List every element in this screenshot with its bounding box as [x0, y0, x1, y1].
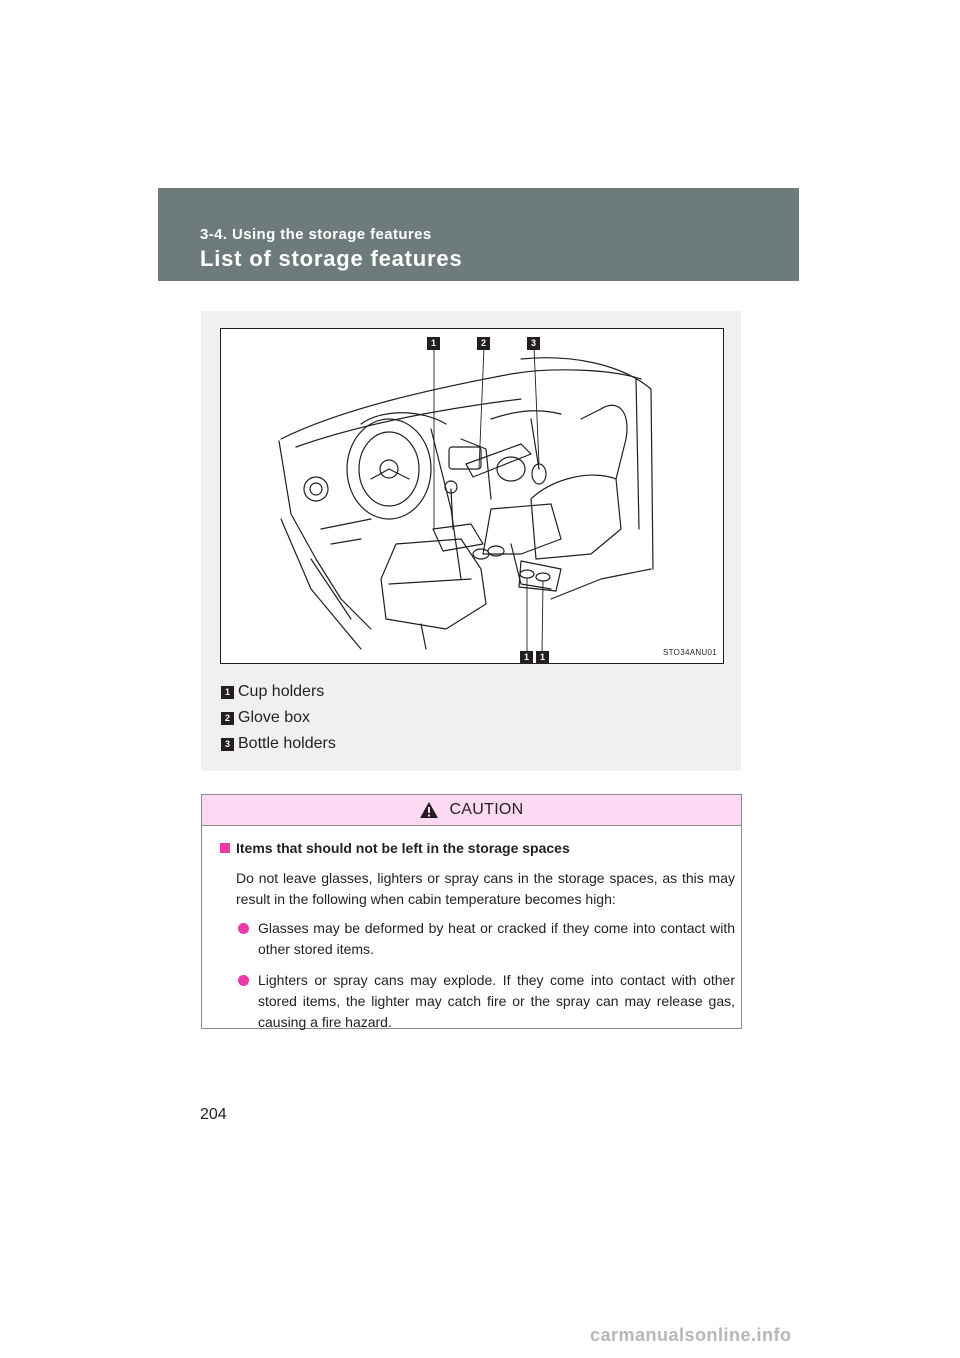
warning-triangle-icon — [419, 801, 439, 819]
page-number: 204 — [200, 1106, 227, 1123]
callout-1-bottom-left: 1 — [520, 651, 533, 664]
caution-subheading — [220, 840, 735, 856]
square-bullet-icon — [220, 843, 230, 853]
legend-item — [221, 679, 336, 705]
page-title: List of storage features — [200, 246, 463, 271]
legend-label: Glove box — [238, 709, 311, 726]
callout-1-bottom-right: 1 — [536, 651, 549, 664]
bullet-dot-icon — [238, 975, 249, 986]
caution-list — [236, 918, 735, 1033]
car-interior-drawing — [221, 329, 723, 663]
watermark: carmanualsonline.info — [590, 1325, 792, 1345]
callout-3-top: 3 — [527, 337, 540, 350]
caution-item-text: Glasses may be deformed by heat or cracked if they come into contact with other stored items. — [258, 920, 735, 957]
section-header — [158, 188, 799, 281]
legend-item — [221, 731, 336, 757]
legend-label: Cup holders — [238, 683, 325, 700]
figure-legend — [221, 679, 336, 757]
caution-list-item — [236, 918, 735, 960]
legend-number: 1 — [221, 686, 234, 699]
callout-1-top: 1 — [427, 337, 440, 350]
caution-paragraph: Do not leave glasses, lighters or spray cans in the storage spaces, as this may result in the following when cabin temperature becomes high: — [236, 870, 735, 907]
legend-number: 2 — [221, 712, 234, 725]
interior-illustration — [220, 328, 724, 664]
caution-item-text: Lighters or spray cans may explode. If they come into contact with other stored items, the lighter may catch fire or the spray can may release gas, causing a fire hazard. — [258, 972, 735, 1030]
caution-box — [201, 794, 742, 1029]
legend-label: Bottle holders — [238, 735, 336, 752]
caution-header — [202, 795, 741, 826]
section-label: 3-4. Using the storage features — [200, 226, 432, 243]
caution-list-item — [236, 970, 735, 1033]
caution-subheading-text: Items that should not be left in the storage spaces — [236, 840, 570, 856]
bullet-dot-icon — [238, 923, 249, 934]
caution-title: CAUTION — [449, 801, 524, 818]
legend-item — [221, 705, 336, 731]
callout-2-top: 2 — [477, 337, 490, 350]
figure-code: STO34ANU01 — [663, 648, 717, 657]
caution-body — [202, 826, 741, 1033]
figure-panel — [201, 311, 741, 771]
legend-number: 3 — [221, 738, 234, 751]
